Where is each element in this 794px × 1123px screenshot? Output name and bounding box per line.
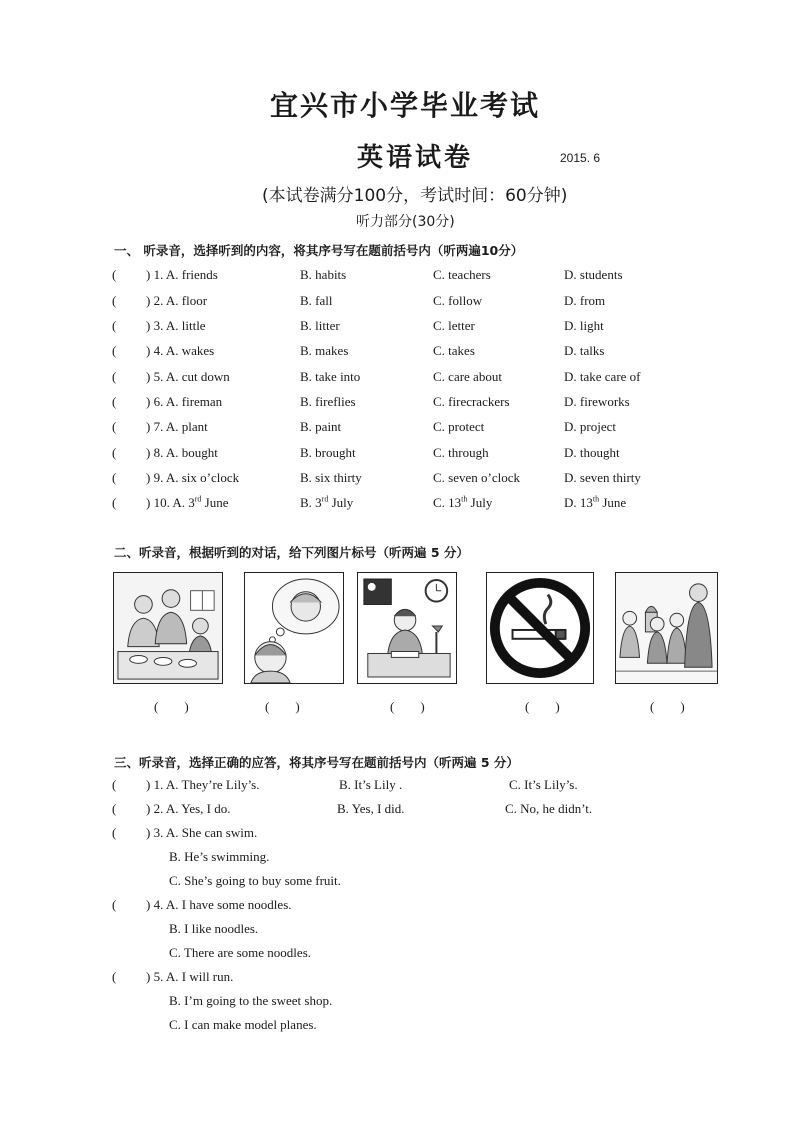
option-d: D. project bbox=[564, 419, 616, 434]
answer-paren-open[interactable]: ( bbox=[112, 801, 117, 816]
option-d: D. 13th June bbox=[564, 494, 627, 510]
picture-family-cooking bbox=[113, 572, 223, 684]
option-b: B. I’m going to the sweet shop. bbox=[169, 993, 333, 1008]
picture-no-smoking bbox=[486, 572, 594, 684]
answer-paren-open[interactable]: ( bbox=[112, 293, 117, 308]
option-d: D. talks bbox=[564, 343, 605, 358]
option-b: B. six thirty bbox=[300, 470, 362, 485]
answer-paren-open[interactable]: ( bbox=[112, 470, 117, 485]
picture-girl-thinking bbox=[244, 572, 344, 684]
option-b: B. It’s Lily . bbox=[339, 777, 403, 792]
no-smoking-sign-icon bbox=[487, 573, 593, 683]
answer-paren-open[interactable]: ( bbox=[112, 825, 117, 840]
option-a: ) 7. A. plant bbox=[146, 419, 208, 434]
option-a: ) 9. A. six o’clock bbox=[146, 470, 240, 485]
option-c: C. teachers bbox=[433, 267, 491, 282]
section3-heading: 三、听录音，选择正确的应答，将其序号写在题前括号内（听两遍 5 分） bbox=[114, 755, 519, 770]
option-c: C. through bbox=[433, 445, 489, 460]
listening-part-label: 听力部分(30分) bbox=[356, 214, 455, 230]
children-outdoors-illustration bbox=[616, 573, 717, 683]
option-c: C. It’s Lily’s. bbox=[509, 777, 578, 792]
option-a: ) 1. A. They’re Lily’s. bbox=[146, 777, 260, 792]
answer-paren-open[interactable]: ( bbox=[112, 318, 117, 333]
answer-paren-open[interactable]: ( bbox=[112, 394, 117, 409]
option-d: D. take care of bbox=[564, 369, 641, 384]
section1-heading: 一、 听录音，选择听到的内容，将其序号写在题前括号内（听两遍10分） bbox=[114, 243, 524, 258]
option-a: ) 6. A. fireman bbox=[146, 394, 223, 409]
option-c: C. seven o’clock bbox=[433, 470, 521, 485]
family-cooking-illustration bbox=[114, 573, 222, 683]
answer-paren-open[interactable]: ( bbox=[112, 777, 117, 792]
answer-paren-open[interactable]: ( bbox=[112, 445, 117, 460]
option-a: ) 4. A. wakes bbox=[146, 343, 215, 358]
option-b: B. 3rd July bbox=[300, 494, 354, 510]
option-b: B. habits bbox=[300, 267, 347, 282]
answer-paren-open[interactable]: ( bbox=[112, 897, 117, 912]
option-a: ) 5. A. I will run. bbox=[146, 969, 234, 984]
option-a: ) 3. A. She can swim. bbox=[146, 825, 258, 840]
girl-thinking-illustration bbox=[245, 573, 343, 683]
option-d: D. thought bbox=[564, 445, 620, 460]
exam-date: 2015. 6 bbox=[560, 151, 601, 165]
option-b: B. fall bbox=[300, 293, 333, 308]
option-d: D. from bbox=[564, 293, 606, 308]
option-c: C. 13th July bbox=[433, 494, 493, 510]
picture-answer-blank[interactable]: ( ) bbox=[390, 699, 425, 714]
answer-paren-open[interactable]: ( bbox=[112, 343, 117, 358]
option-c: C. There are some noodles. bbox=[169, 945, 311, 960]
option-c: C. protect bbox=[433, 419, 485, 434]
picture-children-outdoors bbox=[615, 572, 718, 684]
option-b: B. fireflies bbox=[300, 394, 356, 409]
option-a: ) 2. A. floor bbox=[146, 293, 208, 308]
boy-studying-illustration bbox=[358, 573, 456, 683]
option-c: C. firecrackers bbox=[433, 394, 510, 409]
option-c: C. letter bbox=[433, 318, 475, 333]
option-b: B. Yes, I did. bbox=[337, 801, 405, 816]
option-b: B. I like noodles. bbox=[169, 921, 259, 936]
option-a: ) 1. A. friends bbox=[146, 267, 218, 282]
option-d: D. fireworks bbox=[564, 394, 630, 409]
option-a: ) 3. A. little bbox=[146, 318, 206, 333]
answer-paren-open[interactable]: ( bbox=[112, 419, 117, 434]
answer-paren-open[interactable]: ( bbox=[112, 369, 117, 384]
exam-subtitle: 英语试卷 bbox=[357, 143, 474, 173]
option-b: B. brought bbox=[300, 445, 356, 460]
option-c: C. care about bbox=[433, 369, 502, 384]
option-a: ) 10. A. 3rd June bbox=[146, 494, 229, 510]
option-b: B. litter bbox=[300, 318, 340, 333]
option-a: ) 8. A. bought bbox=[146, 445, 218, 460]
option-a: ) 5. A. cut down bbox=[146, 369, 230, 384]
option-c: C. No, he didn’t. bbox=[505, 801, 593, 816]
answer-paren-open[interactable]: ( bbox=[112, 495, 117, 510]
option-b: B. makes bbox=[300, 343, 349, 358]
picture-answer-blank[interactable]: ( ) bbox=[265, 699, 300, 714]
option-c: C. I can make model planes. bbox=[169, 1017, 317, 1032]
option-a: ) 2. A. Yes, I do. bbox=[146, 801, 231, 816]
option-c: C. She’s going to buy some fruit. bbox=[169, 873, 341, 888]
exam-title: 宜兴市小学毕业考试 bbox=[270, 89, 541, 122]
option-d: D. students bbox=[564, 267, 623, 282]
section2-heading: 二、听录音，根据听到的对话，给下列图片标号（听两遍 5 分） bbox=[114, 545, 469, 560]
picture-answer-blank[interactable]: ( ) bbox=[525, 699, 560, 714]
option-b: B. take into bbox=[300, 369, 361, 384]
picture-boy-studying bbox=[357, 572, 457, 684]
option-a: ) 4. A. I have some noodles. bbox=[146, 897, 292, 912]
answer-paren-open[interactable]: ( bbox=[112, 969, 117, 984]
option-c: C. follow bbox=[433, 293, 483, 308]
option-b: B. paint bbox=[300, 419, 342, 434]
exam-info: (本试卷满分100分，考试时间：60分钟) bbox=[262, 186, 568, 206]
option-d: D. light bbox=[564, 318, 604, 333]
picture-answer-blank[interactable]: ( ) bbox=[650, 699, 685, 714]
option-b: B. He’s swimming. bbox=[169, 849, 270, 864]
answer-paren-open[interactable]: ( bbox=[112, 267, 117, 282]
picture-answer-blank[interactable]: ( ) bbox=[154, 699, 189, 714]
option-d: D. seven thirty bbox=[564, 470, 641, 485]
option-c: C. takes bbox=[433, 343, 475, 358]
